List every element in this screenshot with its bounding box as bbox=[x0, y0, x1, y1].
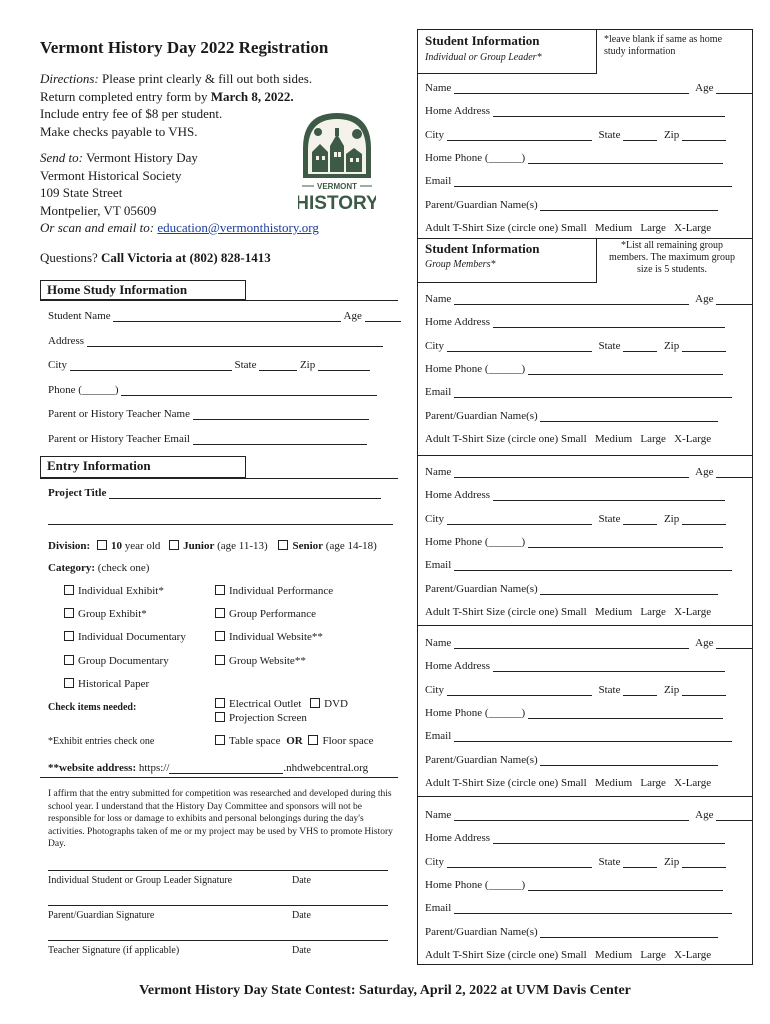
age-label: Age bbox=[695, 637, 714, 649]
student-5-row bbox=[425, 949, 711, 961]
teacher-email-field[interactable] bbox=[193, 434, 367, 445]
website-label: **website address: bbox=[48, 762, 137, 774]
state-field[interactable] bbox=[259, 360, 297, 371]
city-label: City bbox=[425, 128, 444, 141]
student-4-row bbox=[425, 660, 729, 672]
student-5-row bbox=[425, 902, 736, 914]
checkbox[interactable] bbox=[64, 608, 74, 618]
zip-label: Zip bbox=[663, 512, 680, 525]
checkbox[interactable] bbox=[215, 655, 225, 665]
state-label: State bbox=[598, 512, 621, 525]
state-label: State bbox=[598, 855, 621, 868]
shirt-label: Adult T-Shirt Size (circle one) bbox=[425, 432, 559, 445]
scan-label: Or scan and email to bbox=[40, 220, 150, 235]
state-label: State bbox=[598, 339, 621, 352]
home-address-field[interactable] bbox=[493, 317, 725, 328]
check-items-label: Check items needed: bbox=[48, 702, 137, 713]
phone-label: Phone (______) bbox=[48, 384, 119, 396]
guardian-label: Parent/Guardian Name(s) bbox=[425, 198, 538, 211]
category-option-label: Individual Exhibit* bbox=[78, 585, 164, 597]
email-link[interactable]: education@vermonthistory.org bbox=[157, 220, 319, 235]
signature-line[interactable] bbox=[48, 905, 388, 906]
student-info-subtitle: Individual or Group Leader* bbox=[425, 52, 542, 63]
state-field[interactable] bbox=[623, 130, 657, 141]
shirt-label: Adult T-Shirt Size (circle one) bbox=[425, 605, 559, 618]
student-1-row bbox=[425, 129, 730, 141]
teacher-name-field[interactable] bbox=[193, 409, 369, 420]
city-label: City bbox=[425, 512, 444, 525]
student-4-row bbox=[425, 777, 711, 789]
shirt-size-options[interactable]: Small Medium Large X-Large bbox=[560, 948, 712, 961]
state-field[interactable] bbox=[623, 857, 657, 868]
age-label: Age bbox=[695, 82, 714, 94]
city-label: City bbox=[425, 855, 444, 868]
page-title: Vermont History Day 2022 Registration bbox=[40, 38, 329, 57]
signature-line[interactable] bbox=[48, 940, 388, 941]
home-student-name-row bbox=[48, 310, 401, 322]
category-option-label: Individual Website** bbox=[229, 631, 323, 643]
shirt-size-options[interactable]: Small Medium Large X-Large bbox=[560, 221, 712, 234]
student-3-row bbox=[425, 466, 756, 478]
student-5-row bbox=[425, 809, 756, 821]
city-label: City bbox=[425, 683, 444, 696]
home-address-label: Home Address bbox=[425, 832, 491, 845]
send-line-2: Vermont Historical Society bbox=[40, 167, 182, 183]
teacher-name-label: Parent or History Teacher Name bbox=[48, 408, 190, 420]
category-label: Category: bbox=[48, 562, 96, 574]
student-4-row bbox=[425, 754, 722, 766]
category-option-label: Historical Paper bbox=[78, 678, 150, 690]
phone-field[interactable] bbox=[121, 385, 377, 396]
category-option[interactable] bbox=[64, 608, 147, 620]
email-label: Email bbox=[425, 730, 452, 743]
shirt-label: Adult T-Shirt Size (circle one) bbox=[425, 221, 559, 234]
checkbox[interactable] bbox=[64, 655, 74, 665]
zip-label: Zip bbox=[299, 359, 316, 371]
zip-label: Zip bbox=[663, 128, 680, 141]
division-row bbox=[48, 540, 377, 552]
division-junior-label: Junior bbox=[183, 540, 215, 552]
home-address-label: Home Address bbox=[425, 316, 491, 329]
state-label: State bbox=[598, 128, 621, 141]
email-field[interactable] bbox=[454, 560, 732, 571]
city-label: City bbox=[425, 339, 444, 352]
projection-row bbox=[215, 712, 307, 724]
guardian-signature-label: Parent/Guardian Signature bbox=[48, 910, 155, 921]
age-field[interactable] bbox=[716, 810, 752, 821]
age-field[interactable] bbox=[716, 294, 752, 305]
send-line-4: Montpelier, VT 05609 bbox=[40, 202, 157, 218]
checkbox[interactable] bbox=[215, 585, 225, 595]
student-5-row bbox=[425, 879, 727, 891]
state-label: State bbox=[234, 359, 257, 371]
directions-line-4: Make checks payable to VHS. bbox=[40, 123, 198, 139]
address-label: Address bbox=[48, 335, 85, 347]
email-label: Email bbox=[425, 175, 452, 188]
age-field[interactable] bbox=[716, 83, 752, 94]
category-option[interactable] bbox=[215, 655, 306, 667]
checkbox[interactable] bbox=[64, 631, 74, 641]
home-study-label: Home Study Information bbox=[40, 280, 246, 300]
student-name-field[interactable] bbox=[113, 311, 341, 322]
category-option-label: Group Performance bbox=[229, 608, 317, 620]
checkbox[interactable] bbox=[64, 678, 74, 688]
teacher-date-label: Date bbox=[292, 945, 311, 956]
group-members-note: *List all remaining group members. The maximum group size is 5 students. bbox=[609, 240, 735, 275]
website-field[interactable] bbox=[169, 763, 283, 774]
send-line-1: Vermont History Day bbox=[82, 150, 198, 165]
email-label: Email bbox=[425, 559, 452, 572]
footer-contest-line: Vermont History Day State Contest: Saturday, April 2, 2022 at UVM Davis Center bbox=[139, 983, 631, 998]
city-field[interactable] bbox=[447, 514, 592, 525]
home-phone-field[interactable] bbox=[528, 153, 723, 164]
category-option-label: Group Documentary bbox=[78, 655, 169, 667]
dvd-label: DVD bbox=[324, 698, 348, 710]
division-label: Division: bbox=[48, 540, 91, 552]
home-address-field[interactable] bbox=[493, 661, 725, 672]
guardian-label: Parent/Guardian Name(s) bbox=[425, 925, 538, 938]
email-field[interactable] bbox=[454, 731, 732, 742]
home-phone-field[interactable] bbox=[528, 880, 723, 891]
age-field[interactable] bbox=[716, 638, 752, 649]
home-city-row bbox=[48, 359, 370, 371]
student-2-row bbox=[425, 316, 729, 328]
or-label: OR bbox=[286, 735, 303, 747]
zip-label: Zip bbox=[663, 683, 680, 696]
student-info-note: *leave blank if same as home study information bbox=[604, 34, 723, 57]
student-4-row bbox=[425, 707, 727, 719]
exhibit-note: *Exhibit entries check one bbox=[48, 736, 155, 747]
category-option-label: Individual Documentary bbox=[78, 631, 186, 643]
guardian-field[interactable] bbox=[540, 927, 718, 938]
checkbox[interactable] bbox=[215, 608, 225, 618]
age-label: Age bbox=[695, 293, 714, 305]
home-phone-field[interactable] bbox=[528, 537, 723, 548]
logo-text-bottom: HISTORY bbox=[298, 193, 376, 214]
division-10-label: 10 bbox=[110, 540, 122, 552]
name-label: Name bbox=[425, 809, 452, 821]
floor-space-checkbox[interactable] bbox=[308, 735, 318, 745]
name-field[interactable] bbox=[454, 294, 689, 305]
student-4-row bbox=[425, 730, 736, 742]
guardian-field[interactable] bbox=[540, 200, 718, 211]
home-address-field[interactable] bbox=[493, 833, 725, 844]
website-prefix: https:// bbox=[136, 762, 170, 774]
electrical-row bbox=[215, 698, 348, 710]
student-3-row bbox=[425, 559, 736, 571]
email-field[interactable] bbox=[454, 903, 732, 914]
vermont-history-logo bbox=[298, 108, 376, 216]
zip-field[interactable] bbox=[682, 514, 726, 525]
state-field[interactable] bbox=[623, 341, 657, 352]
student-2-row bbox=[425, 433, 711, 445]
category-option-label: Individual Performance bbox=[229, 585, 334, 597]
home-phone-row bbox=[48, 384, 377, 396]
home-address-label: Home Address bbox=[425, 105, 491, 118]
address-field[interactable] bbox=[87, 336, 383, 347]
projection-checkbox[interactable] bbox=[215, 712, 225, 722]
zip-field[interactable] bbox=[682, 341, 726, 352]
zip-field[interactable] bbox=[318, 360, 370, 371]
division-junior-checkbox[interactable] bbox=[169, 540, 179, 550]
category-option-label: Group Exhibit* bbox=[78, 608, 147, 620]
email-field[interactable] bbox=[454, 176, 732, 187]
project-title-label: Project Title bbox=[48, 487, 107, 499]
student-1-row bbox=[425, 175, 736, 187]
shirt-size-options[interactable]: Small Medium Large X-Large bbox=[560, 776, 712, 789]
student-1-row bbox=[425, 222, 711, 234]
category-option[interactable] bbox=[64, 631, 186, 643]
dvd-checkbox[interactable] bbox=[310, 698, 320, 708]
city-label: City bbox=[48, 359, 67, 371]
project-title-row bbox=[48, 487, 381, 499]
student-2-row bbox=[425, 340, 730, 352]
email-label: Email bbox=[425, 386, 452, 399]
space-row bbox=[215, 735, 373, 747]
student-5-row bbox=[425, 856, 730, 868]
student-3-row bbox=[425, 489, 729, 501]
directions-line-2: Return completed entry form by bbox=[40, 88, 211, 104]
website-row bbox=[48, 762, 368, 774]
city-field[interactable] bbox=[447, 341, 592, 352]
directions-label: Directions: bbox=[40, 71, 99, 86]
category-note: (check one) bbox=[95, 562, 150, 574]
student-2-row bbox=[425, 410, 722, 422]
student-3-row bbox=[425, 583, 722, 595]
teacher-signature-label: Teacher Signature (if applicable) bbox=[48, 945, 180, 956]
shirt-label: Adult T-Shirt Size (circle one) bbox=[425, 776, 559, 789]
age-label: Age bbox=[695, 466, 714, 478]
student-2-row bbox=[425, 293, 756, 305]
city-field[interactable] bbox=[447, 130, 592, 141]
name-label: Name bbox=[425, 466, 452, 478]
age-field[interactable] bbox=[716, 467, 752, 478]
home-phone-label: Home Phone (______) bbox=[425, 151, 526, 164]
questions-label: Questions? bbox=[40, 250, 102, 265]
zip-field[interactable] bbox=[682, 130, 726, 141]
home-address-field[interactable] bbox=[493, 106, 725, 117]
name-label: Name bbox=[425, 637, 452, 649]
name-field[interactable] bbox=[454, 467, 689, 478]
category-option[interactable] bbox=[215, 608, 316, 620]
send-line-3: 109 State Street bbox=[40, 185, 123, 200]
floor-space-label: Floor space bbox=[322, 735, 374, 747]
guardian-date-label: Date bbox=[292, 910, 311, 921]
guardian-field[interactable] bbox=[540, 411, 718, 422]
student-1-row bbox=[425, 82, 756, 94]
student-3-row bbox=[425, 536, 727, 548]
logo-text-top: VERMONT bbox=[317, 182, 357, 191]
table-space-label: Table space bbox=[229, 735, 281, 747]
city-field[interactable] bbox=[70, 360, 232, 371]
student-3-row bbox=[425, 606, 711, 618]
electrical-label: Electrical Outlet bbox=[229, 698, 302, 710]
questions-contact: Call Victoria at (802) 828-1413 bbox=[101, 250, 271, 265]
checkbox[interactable] bbox=[215, 631, 225, 641]
student-2-row bbox=[425, 363, 727, 375]
home-phone-label: Home Phone (______) bbox=[425, 362, 526, 375]
group-members-title: Student Information bbox=[425, 241, 540, 256]
student-4-row bbox=[425, 684, 730, 696]
checkbox[interactable] bbox=[64, 585, 74, 595]
deadline-date: March 8, 2022. bbox=[210, 88, 294, 104]
age-field[interactable] bbox=[365, 311, 401, 322]
home-address-field[interactable] bbox=[493, 490, 725, 501]
name-field[interactable] bbox=[454, 83, 689, 94]
directions-line-3: Include entry fee of $8 per student. bbox=[40, 106, 223, 121]
student-1-row bbox=[425, 105, 729, 117]
website-suffix: .nhdwebcentral.org bbox=[283, 762, 369, 774]
home-address-row bbox=[48, 335, 383, 347]
leader-date-label: Date bbox=[292, 875, 311, 886]
category-option[interactable] bbox=[215, 585, 333, 597]
category-option[interactable] bbox=[64, 678, 149, 690]
electrical-checkbox[interactable] bbox=[215, 698, 225, 708]
directions-line-1: Please print clearly & fill out both sides. bbox=[98, 71, 313, 86]
division-senior-label: Senior bbox=[292, 540, 324, 552]
category-option[interactable] bbox=[215, 631, 323, 643]
projection-label: Projection Screen bbox=[229, 712, 307, 724]
home-phone-label: Home Phone (______) bbox=[425, 535, 526, 548]
age-label: Age bbox=[343, 310, 362, 322]
home-phone-field[interactable] bbox=[528, 708, 723, 719]
shirt-size-options[interactable]: Small Medium Large X-Large bbox=[560, 432, 712, 445]
name-field[interactable] bbox=[454, 638, 689, 649]
group-members-subtitle: Group Members* bbox=[425, 259, 496, 270]
state-label: State bbox=[598, 683, 621, 696]
leader-signature-label: Individual Student or Group Leader Signature bbox=[48, 875, 233, 886]
zip-label: Zip bbox=[663, 339, 680, 352]
questions-line bbox=[40, 250, 271, 266]
email-field[interactable] bbox=[454, 387, 732, 398]
category-option[interactable] bbox=[64, 655, 169, 667]
student-3-row bbox=[425, 513, 730, 525]
city-field[interactable] bbox=[447, 857, 592, 868]
zip-field[interactable] bbox=[682, 685, 726, 696]
age-label: Age bbox=[695, 809, 714, 821]
home-phone-label: Home Phone (______) bbox=[425, 706, 526, 719]
home-phone-label: Home Phone (______) bbox=[425, 878, 526, 891]
project-title-row-2 bbox=[48, 513, 393, 525]
affirmation-text: I affirm that the entry submitted for competition was researched and developed during this school year. I understand that the History Day Committee and sponsors will not be responsible for loss or damage to exhibits and personal belongings during the day's activities. Photographs taken of me or my project may be used by VHS to promote History Day. bbox=[48, 789, 393, 849]
division-senior-desc: (age 14-18) bbox=[323, 540, 377, 552]
home-address-label: Home Address bbox=[425, 660, 491, 673]
division-10-desc: year old bbox=[121, 540, 161, 552]
shirt-label: Adult T-Shirt Size (circle one) bbox=[425, 948, 559, 961]
category-option-label: Group Website** bbox=[229, 655, 306, 667]
guardian-field[interactable] bbox=[540, 755, 718, 766]
name-label: Name bbox=[425, 82, 452, 94]
student-1-row bbox=[425, 152, 727, 164]
student-1-row bbox=[425, 199, 722, 211]
name-field[interactable] bbox=[454, 810, 689, 821]
project-title-field-2[interactable] bbox=[48, 514, 393, 525]
project-title-field[interactable] bbox=[109, 488, 381, 499]
guardian-field[interactable] bbox=[540, 584, 718, 595]
student-name-label: Student Name bbox=[48, 310, 111, 322]
table-space-checkbox[interactable] bbox=[215, 735, 225, 745]
division-junior-desc: (age 11-13) bbox=[214, 540, 268, 552]
student-4-row bbox=[425, 637, 756, 649]
teacher-name-row bbox=[48, 408, 369, 420]
division-senior-checkbox[interactable] bbox=[278, 540, 288, 550]
division-10-checkbox[interactable] bbox=[97, 540, 107, 550]
email-label: Email bbox=[425, 902, 452, 915]
student-5-row bbox=[425, 926, 722, 938]
signature-line[interactable] bbox=[48, 870, 388, 871]
zip-label: Zip bbox=[663, 855, 680, 868]
student-info-title: Student Information bbox=[425, 33, 540, 48]
student-5-row bbox=[425, 832, 729, 844]
guardian-label: Parent/Guardian Name(s) bbox=[425, 582, 538, 595]
name-label: Name bbox=[425, 293, 452, 305]
send-to-label: Send to: bbox=[40, 150, 83, 165]
student-2-row bbox=[425, 386, 736, 398]
guardian-label: Parent/Guardian Name(s) bbox=[425, 753, 538, 766]
zip-field[interactable] bbox=[682, 857, 726, 868]
category-option[interactable] bbox=[64, 585, 164, 597]
state-field[interactable] bbox=[623, 514, 657, 525]
teacher-email-row bbox=[48, 433, 367, 445]
city-field[interactable] bbox=[447, 685, 592, 696]
teacher-email-label: Parent or History Teacher Email bbox=[48, 433, 190, 445]
category-row bbox=[48, 562, 149, 574]
home-phone-field[interactable] bbox=[528, 364, 723, 375]
guardian-label: Parent/Guardian Name(s) bbox=[425, 409, 538, 422]
directions-block: Directions: Please print clearly & fill out both sides. Return completed entry form by March 8, 2022. Include entry fee of $8 per student. Make checks payable to VHS. Send to: Vermont History Day Vermont Historical Society 109 State Street Montpelier, VT 05609 Or scan and email to: education@vermonthistory.org bbox=[40, 70, 400, 237]
entry-info-label: Entry Information bbox=[40, 456, 246, 478]
shirt-size-options[interactable]: Small Medium Large X-Large bbox=[560, 605, 712, 618]
state-field[interactable] bbox=[623, 685, 657, 696]
home-address-label: Home Address bbox=[425, 489, 491, 502]
